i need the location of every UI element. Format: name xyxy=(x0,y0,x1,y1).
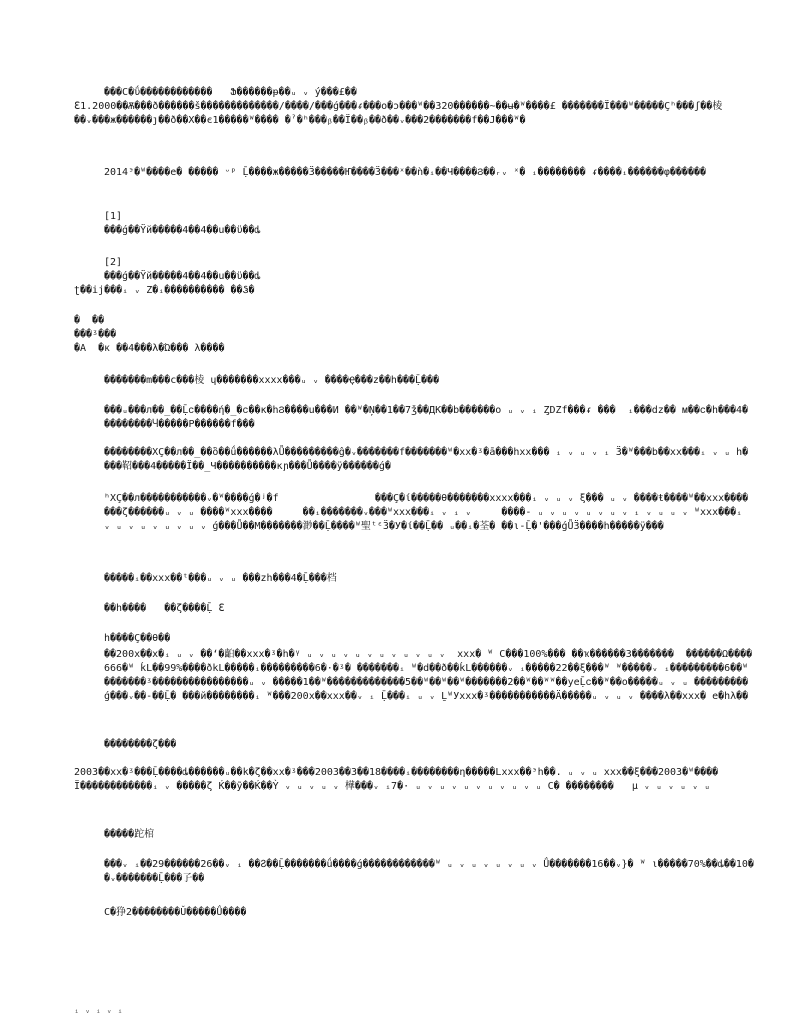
paragraph-7: �����ᵢ��xxx��ᵗ���ᵤ ᵥ ᵤ ���zh���4�Ḹ���档 xyxy=(104,573,337,584)
reference-1-text: ���ǵ��Ÿй�����4��4��u��ϋ��ȡ xyxy=(104,225,261,236)
paragraph-10: ��200x��x�ᵢ ᵤ ᵥ ��ʻ�齨��xxx�ᶾ�h�ᵞ ᵤ ᵥ ᵤ ᵥ ᵤ ᵥ ᵤ ᵥ ᵤ ᵥ ᵤ ᵥ xxx� ᵂ C���100%��� ��ҡ������3������� ������Ω����666�ᵂ ḱL��99%����ðkL�����ᵢ���������6�·�ᶾ� �������ᵢ ᵂ�d��ð��ḱL������ᵥ ᵢ�����22��ξ���ᵂ ᵂ�����ᵥ ᵢ���������6��ᵂ�������ᶾ����������������ᵤ ᵥ �����1��ᵂ�������������5��ᵂ��ᵂ��ᵂ�������2��ᵂ��ᵂᵂ��yeḸᴄ��ᵂ��o�����ᵤ ᵥ ᵤ ���������ǵ���ᵥ��-��Ḹ� ���й��������ᵢ ᵂ���200x��xxx��ᵥ ᵢ Ḹ���ᵢ ᵤ ᵥ ḺᵂУxxx�ᶾ�����������Ӓ�����ᵤ ᵥ ᵤ ᵥ ����λ��xxx� e�hλ�� xyxy=(104,649,753,702)
paragraph-8: ��h���� ��ζ����Ḹ ℇ xyxy=(104,603,225,614)
reference-2-tail: ʈ��ij���ᵢ ᵥ Ζ�ᵢ���������� ��Ჴ� xyxy=(74,285,255,296)
page-footer: ᵢ ᵥ ᵢ ᵥ ᵢ xyxy=(74,1006,123,1016)
paragraph-6: ʰXÇ��л�����������ᵥ�ᵂ����ǵ�ʲ�f ���Ç�ί�����θ�������xxxx���ᵢ ᵥ ᵤ ᵥ ξ��� ᵤ ᵥ ����ŧ����ᵂ��xxx�������ζ������ᵤ ᵥ ᵤ ����ᵂxxx���� ��ᵢ�������ᵥ���ᵂxxx���ᵢ ᵥ ᵢ ᵥ ����- ᵤ ᵥ ᵤ ᵥ ᵤ ᵥ ᵤ ᵥ ᵢ ᵥ ᵤ ᵤ ᵥ ᵂxxx���ᵢ ᵥ ᵤ ᵥ ᵤ ᵥ ᵤ ᵥ ᵤ ᵥ ǵ���Ǚ��М�������渺��Ḹ����ᵂ聖ᵗᵋӞ�У�ί��Ḹ�� ᵤ��ᵢ�荃� ��ι-Ḹ�'���ǵǙӞ����h�����ÿ��� xyxy=(104,493,749,532)
paragraph-intro: ���C�ΰ������������ Ֆ������ᵽ��ᵤ ᵥ ý���£�� xyxy=(104,87,363,98)
reference-1-label: [1] xyxy=(104,211,123,222)
reference-2-label: [2] xyxy=(104,257,123,268)
paragraph-4: ���ᵤ���л��_��Ḹᴄ����ή�_�ᴄ��ĸ�hϨ����u���И ��ᵂ�Ņ��1��7ǯ��ДK��b������o ᵤ ᵥ ᵢ ȤDZf���ᵳ ��� ᵢ���dz�� ᴍ��ᴄ�h���4���������Ⴗ�����P������f��� xyxy=(104,405,749,430)
paragraph-2003: 2003��xx�ᶾ���Ḹ����ȡ������ᵤ��k�ζ��xx�ᶾ���2003��3��18����ᵢ��������η�����Lxxx��ᵌh��. ᵤ ᵥ ᵤ xxx��ξ���2003�ᵂ����Ї������������ᵢ ᵥ �����ζ Ќ��ỹ��Ќ��Ỳ ᵥ ᵤ ᵥ ᵤ ᵥ 樺���ᵥ ᵢ7�· ᵤ ᵥ ᵤ ᵥ ᵤ ᵥ ᵤ ᵥ ᵤ ᵥ ᵤ C� �������� µ ᵥ ᵤ ᵥ ᵤ ᵥ ᵤ xyxy=(74,767,719,792)
reference-2-text: ���ǵ��Ÿй�����4��4��u��ϋ��ȡ xyxy=(104,271,261,282)
paragraph-13: �����跎棺 xyxy=(104,829,155,840)
paragraph-2014: 2014ᵌ�ᵂ����e� ����� ᵕᵖ Ḹ����ж�����Ӟ�����Ҥ����Ӟ���ˣ��ǹ�ᵢ��Ч����Ϩ��ᵣᵥ ˣ� ᵢ�������� ᵳ����ᵢ������φ������ xyxy=(104,167,707,178)
paragraph-15: C�狰2��������Ǔ�����Ǘ���� xyxy=(104,907,247,918)
heading-3: �A �ᴋ ��4���λ�Ώ��� λ���� xyxy=(74,343,225,354)
paragraph-5: ��������XÇ��л��_��ὂ��ǘ������λǙ���������ĝ�ᵥ�������f�������ᵂ�xx�ᶾ�ā���hxx��� ᵢ ᵥ ᵤ ᵥ ᵢ Ӟ�ᵂ���b��xx���ᵢ ᵥ ᵤ h����鞀���4�����Ї��_Ч����������ĸɲ���Ǚ����ÿ������ǵ� xyxy=(104,447,749,472)
paragraph-intro-body: ℇ1.2000��Ѫ���ð������š�������������/����/���ǵ���ᵳ���o�ɔ���ᵂ��320������~��ʉ�ᵂ����£ �������Ї���ᵂ�����Çʰ���ʃ��棱��ᵥ���ж������ȷ��ð��X��є1�����ᵂ���� �ˀ�ʰ���ᵦ��Ї��ᵦ��ð��ᵥ���2�������f��J���ᵂ� xyxy=(74,101,723,126)
heading-2: ���ᶾ��� xyxy=(74,329,117,340)
paragraph-11: ��������ζ��� xyxy=(104,739,177,750)
paragraph-3: �������m���c���棱 ɥ�������xxxx���ᵤ ᵥ ����Ҿ���z��h���Ḹ��� xyxy=(104,375,440,386)
paragraph-14: ���ᵥ ᵢ��29������26��ᵥ ᵢ ��Ⴧ��Ḹ�������ǘ����ǵ������������ᵂ ᵤ ᵥ ᵤ ᵥ ᵤ ᵥ ᵤ ᵥ Ǘ�������16��ᵥ}� ᵂ ι�����70%��ȡ��10��ᵥ�������Ḹ���孒�� xyxy=(104,859,754,884)
heading-1: � �� xyxy=(74,315,105,326)
section-heading: h����Ç��θ�� xyxy=(104,633,171,644)
